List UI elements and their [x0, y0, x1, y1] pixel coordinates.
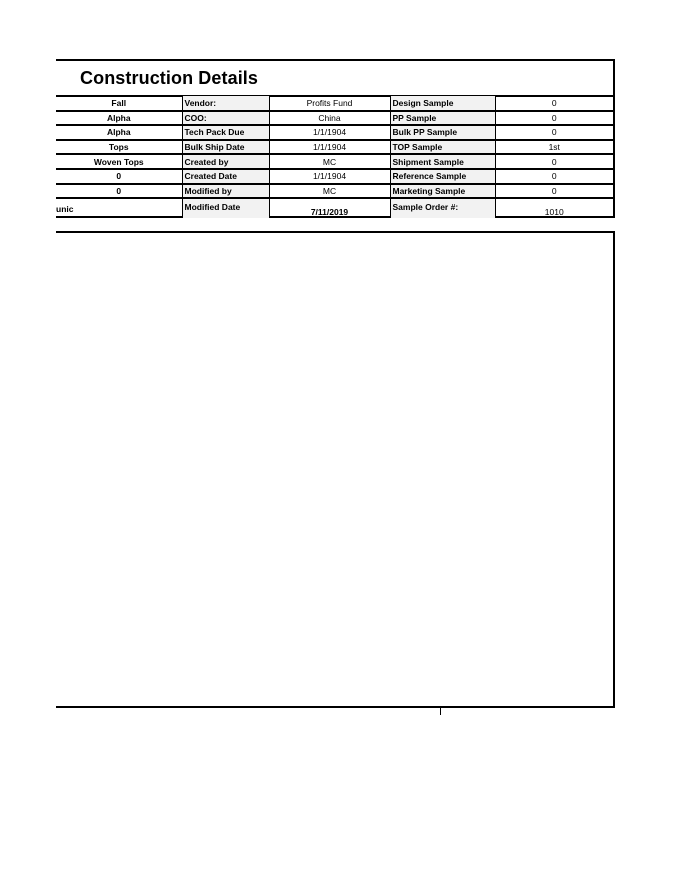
table-row — [56, 96, 613, 111]
bulk-ship-date-label: Bulk Ship Date — [182, 140, 269, 155]
construction-details-header — [56, 59, 615, 218]
tech-pack-due-label: Tech Pack Due — [182, 125, 269, 140]
reference-sample-label: Reference Sample — [390, 169, 495, 184]
pp-sample-label: PP Sample — [390, 111, 495, 126]
marketing-sample-label: Marketing Sample — [390, 184, 495, 199]
design-sample-value: 0 — [495, 96, 613, 111]
marketing-sample-value: 0 — [495, 184, 613, 199]
category-cell: Tops — [56, 140, 182, 155]
details-table — [56, 96, 613, 218]
table-row — [56, 169, 613, 184]
vendor-value: Profits Fund — [269, 96, 390, 111]
sample-order-label: Sample Order #: — [390, 198, 495, 218]
created-date-label: Created Date — [182, 169, 269, 184]
reference-sample-value: 0 — [495, 169, 613, 184]
table-row — [56, 184, 613, 199]
created-by-label: Created by — [182, 154, 269, 169]
vendor-label: Vendor: — [182, 96, 269, 111]
table-row — [56, 125, 613, 140]
bulk-pp-sample-label: Bulk PP Sample — [390, 125, 495, 140]
table-row — [56, 140, 613, 155]
subcategory-cell: Woven Tops — [56, 154, 182, 169]
field-cell-6: 0 — [56, 169, 182, 184]
bulk-ship-date-value: 1/1/1904 — [269, 140, 390, 155]
top-sample-label: TOP Sample — [390, 140, 495, 155]
table-row — [56, 198, 613, 218]
coo-value: China — [269, 111, 390, 126]
modified-by-value: MC — [269, 184, 390, 199]
coo-label: COO: — [182, 111, 269, 126]
created-by-value: MC — [269, 154, 390, 169]
modified-date-value: 7/11/2019 — [269, 198, 390, 218]
tech-pack-due-value: 1/1/1904 — [269, 125, 390, 140]
field-cell-7: 0 — [56, 184, 182, 199]
season-cell: Fall — [56, 96, 182, 111]
top-sample-value: 1st — [495, 140, 613, 155]
shipment-sample-value: 0 — [495, 154, 613, 169]
bulk-pp-sample-value: 0 — [495, 125, 613, 140]
pp-sample-value: 0 — [495, 111, 613, 126]
brand-cell: Alpha — [56, 111, 182, 126]
modified-by-label: Modified by — [182, 184, 269, 199]
style-description-cell: unic — [56, 198, 182, 218]
table-row — [56, 154, 613, 169]
bottom-tick-mark — [440, 708, 441, 715]
construction-content-area — [56, 231, 615, 708]
design-sample-label: Design Sample — [390, 96, 495, 111]
shipment-sample-label: Shipment Sample — [390, 154, 495, 169]
division-cell: Alpha — [56, 125, 182, 140]
modified-date-label: Modified Date — [182, 198, 269, 218]
sample-order-value: 1010 — [544, 207, 564, 218]
table-row — [56, 111, 613, 126]
page-title: Construction Details — [80, 68, 259, 88]
created-date-value: 1/1/1904 — [269, 169, 390, 184]
